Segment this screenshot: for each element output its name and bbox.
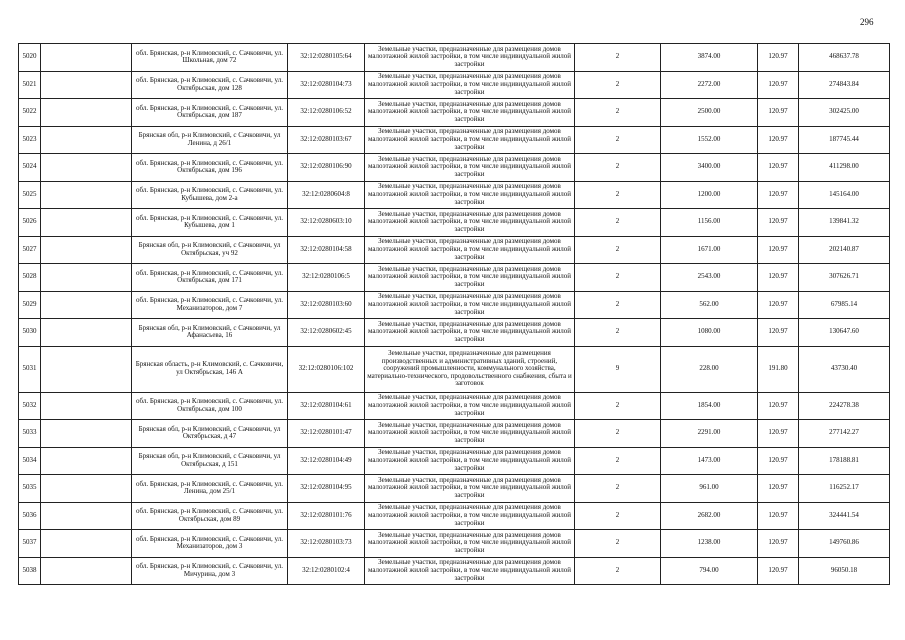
unit-value-cell: 120.97 <box>758 209 799 237</box>
blank-cell <box>41 420 132 448</box>
cadastral-value-cell: 178188.81 <box>799 447 890 475</box>
address-cell: обл. Брянская, р-н Климовский, с. Сачковичи, ул. Ленина, дом 25/1 <box>132 475 288 503</box>
blank-cell <box>41 291 132 319</box>
group-cell: 2 <box>575 502 661 530</box>
row-number-cell: 5029 <box>19 291 41 319</box>
group-cell: 2 <box>575 557 661 585</box>
unit-value-cell: 191.80 <box>758 346 799 392</box>
table-row <box>19 181 890 209</box>
cadastral-value-cell: 468637.78 <box>799 44 890 72</box>
area-cell: 1473.00 <box>661 447 758 475</box>
table-row <box>19 236 890 264</box>
cadastral-number-cell: 32:12:0280104:95 <box>288 475 365 503</box>
area-cell: 562.00 <box>661 291 758 319</box>
address-cell: Брянская область, р-н Климовский, с. Сачковичи, ул Октябрьская, 146 А <box>132 346 288 392</box>
unit-value-cell: 120.97 <box>758 126 799 154</box>
group-cell: 2 <box>575 420 661 448</box>
cadastral-number-cell: 32:12:0280106:102 <box>288 346 365 392</box>
unit-value-cell: 120.97 <box>758 99 799 127</box>
address-cell: обл. Брянская, р-н Климовский, с. Сачковичи, ул. Октябрьская, дом 187 <box>132 99 288 127</box>
cadastral-number-cell: 32:12:0280602:45 <box>288 319 365 347</box>
row-number-cell: 5022 <box>19 99 41 127</box>
land-use-cell: Земельные участки, предназначенные для размещения домов малоэтажной жилой застройки, в том числе индивидуальной жилой застройки <box>365 291 575 319</box>
cadastral-value-cell: 202140.87 <box>799 236 890 264</box>
land-use-cell: Земельные участки, предназначенные для размещения домов малоэтажной жилой застройки, в том числе индивидуальной жилой застройки <box>365 447 575 475</box>
land-use-cell: Земельные участки, предназначенные для размещения домов малоэтажной жилой застройки, в том числе индивидуальной жилой застройки <box>365 181 575 209</box>
land-use-cell: Земельные участки, предназначенные для размещения домов малоэтажной жилой застройки, в том числе индивидуальной жилой застройки <box>365 99 575 127</box>
cadastral-value-cell: 224278.38 <box>799 392 890 420</box>
cadastral-value-cell: 43730.40 <box>799 346 890 392</box>
blank-cell <box>41 346 132 392</box>
cadastral-value-cell: 277142.27 <box>799 420 890 448</box>
table-row <box>19 346 890 392</box>
table-row <box>19 126 890 154</box>
group-cell: 2 <box>575 71 661 99</box>
table-body <box>19 44 890 585</box>
land-use-cell: Земельные участки, предназначенные для размещения домов малоэтажной жилой застройки, в том числе индивидуальной жилой застройки <box>365 530 575 558</box>
area-cell: 1200.00 <box>661 181 758 209</box>
blank-cell <box>41 71 132 99</box>
area-cell: 2543.00 <box>661 264 758 292</box>
area-cell: 1552.00 <box>661 126 758 154</box>
row-number-cell: 5038 <box>19 557 41 585</box>
group-cell: 2 <box>575 530 661 558</box>
blank-cell <box>41 181 132 209</box>
cadastral-number-cell: 32:12:0280106:52 <box>288 99 365 127</box>
unit-value-cell: 120.97 <box>758 447 799 475</box>
address-cell: обл. Брянская, р-н Климовский, с. Сачковичи, ул. Октябрьская, дом 128 <box>132 71 288 99</box>
group-cell: 2 <box>575 209 661 237</box>
address-cell: обл. Брянская, р-н Климовский, с. Сачковичи, ул. Октябрьская, дом 89 <box>132 502 288 530</box>
table-row <box>19 530 890 558</box>
area-cell: 1080.00 <box>661 319 758 347</box>
address-cell: обл. Брянская, р-н Климовский, с. Сачковичи, ул. Октябрьская, дом 171 <box>132 264 288 292</box>
address-cell: обл. Брянская, р-н Климовский, с. Сачковичи, ул. Механизаторов, дом 3 <box>132 530 288 558</box>
unit-value-cell: 120.97 <box>758 530 799 558</box>
area-cell: 228.00 <box>661 346 758 392</box>
table-row <box>19 209 890 237</box>
land-use-cell: Земельные участки, предназначенные для размещения домов малоэтажной жилой застройки, в том числе индивидуальной жилой застройки <box>365 319 575 347</box>
address-cell: обл. Брянская, р-н Климовский, с. Сачковичи, ул. Кубышева, дом 1 <box>132 209 288 237</box>
blank-cell <box>41 557 132 585</box>
row-number-cell: 5031 <box>19 346 41 392</box>
table-row <box>19 447 890 475</box>
cadastral-value-cell: 324441.54 <box>799 502 890 530</box>
group-cell: 2 <box>575 264 661 292</box>
area-cell: 961.00 <box>661 475 758 503</box>
row-number-cell: 5026 <box>19 209 41 237</box>
row-number-cell: 5024 <box>19 154 41 182</box>
cadastral-value-cell: 411298.00 <box>799 154 890 182</box>
address-cell: обл. Брянская, р-н Климовский, с. Сачковичи, ул. Кубышева, дом 2-а <box>132 181 288 209</box>
cadastral-value-cell: 187745.44 <box>799 126 890 154</box>
area-cell: 2272.00 <box>661 71 758 99</box>
area-cell: 1238.00 <box>661 530 758 558</box>
area-cell: 2500.00 <box>661 99 758 127</box>
cadastral-number-cell: 32:12:0280106:5 <box>288 264 365 292</box>
row-number-cell: 5021 <box>19 71 41 99</box>
row-number-cell: 5033 <box>19 420 41 448</box>
blank-cell <box>41 530 132 558</box>
cadastral-value-cell: 274843.84 <box>799 71 890 99</box>
cadastral-value-cell: 67985.14 <box>799 291 890 319</box>
table-row <box>19 319 890 347</box>
area-cell: 1671.00 <box>661 236 758 264</box>
cadastral-number-cell: 32:12:0280104:61 <box>288 392 365 420</box>
address-cell: обл. Брянская, р-н Климовский, с. Сачковичи, ул. Мичурина, дом 3 <box>132 557 288 585</box>
area-cell: 3874.00 <box>661 44 758 72</box>
blank-cell <box>41 264 132 292</box>
address-cell: Брянская обл, р-н Климовский, с Сачковичи, ул Ленина, д 26/1 <box>132 126 288 154</box>
group-cell: 2 <box>575 291 661 319</box>
area-cell: 2682.00 <box>661 502 758 530</box>
cadastral-number-cell: 32:12:0280103:60 <box>288 291 365 319</box>
address-cell: Брянская обл, р-н Климовский, с Сачковичи, ул Афанасьева, 16 <box>132 319 288 347</box>
land-use-cell: Земельные участки, предназначенные для размещения домов малоэтажной жилой застройки, в том числе индивидуальной жилой застройки <box>365 392 575 420</box>
group-cell: 2 <box>575 236 661 264</box>
row-number-cell: 5030 <box>19 319 41 347</box>
group-cell: 2 <box>575 447 661 475</box>
cadastral-value-cell: 307626.71 <box>799 264 890 292</box>
area-cell: 2291.00 <box>661 420 758 448</box>
group-cell: 2 <box>575 99 661 127</box>
cadastral-value-cell: 149760.86 <box>799 530 890 558</box>
land-use-cell: Земельные участки, предназначенные для размещения домов малоэтажной жилой застройки, в том числе индивидуальной жилой застройки <box>365 236 575 264</box>
table-row <box>19 99 890 127</box>
address-cell: Брянская обл, р-н Климовский, с Сачковичи, ул Октябрьская, д 151 <box>132 447 288 475</box>
table-row <box>19 44 890 72</box>
unit-value-cell: 120.97 <box>758 291 799 319</box>
blank-cell <box>41 99 132 127</box>
cadastral-number-cell: 32:12:0280102:4 <box>288 557 365 585</box>
area-cell: 3400.00 <box>661 154 758 182</box>
land-use-cell: Земельные участки, предназначенные для размещения домов малоэтажной жилой застройки, в том числе индивидуальной жилой застройки <box>365 557 575 585</box>
cadastral-value-cell: 302425.00 <box>799 99 890 127</box>
blank-cell <box>41 236 132 264</box>
row-number-cell: 5035 <box>19 475 41 503</box>
area-cell: 1854.00 <box>661 392 758 420</box>
cadastral-number-cell: 32:12:0280603:10 <box>288 209 365 237</box>
cadastral-number-cell: 32:12:0280604:8 <box>288 181 365 209</box>
address-cell: обл. Брянская, р-н Климовский, с. Сачковичи, ул. Октябрьская, дом 100 <box>132 392 288 420</box>
row-number-cell: 5034 <box>19 447 41 475</box>
area-cell: 794.00 <box>661 557 758 585</box>
cadastral-value-cell: 145164.00 <box>799 181 890 209</box>
cadastral-value-cell: 116252.17 <box>799 475 890 503</box>
unit-value-cell: 120.97 <box>758 236 799 264</box>
blank-cell <box>41 502 132 530</box>
unit-value-cell: 120.97 <box>758 392 799 420</box>
cadastral-value-cell: 96050.18 <box>799 557 890 585</box>
blank-cell <box>41 447 132 475</box>
group-cell: 2 <box>575 44 661 72</box>
group-cell: 9 <box>575 346 661 392</box>
land-use-cell: Земельные участки, предназначенные для размещения домов малоэтажной жилой застройки, в том числе индивидуальной жилой застройки <box>365 420 575 448</box>
address-cell: обл. Брянская, р-н Климовский, с. Сачковичи, ул. Школьная, дом 72 <box>132 44 288 72</box>
cadastral-number-cell: 32:12:0280104:73 <box>288 71 365 99</box>
land-use-cell: Земельные участки, предназначенные для размещения домов малоэтажной жилой застройки, в том числе индивидуальной жилой застройки <box>365 209 575 237</box>
unit-value-cell: 120.97 <box>758 264 799 292</box>
table-row <box>19 392 890 420</box>
land-use-cell: Земельные участки, предназначенные для размещения домов малоэтажной жилой застройки, в том числе индивидуальной жилой застройки <box>365 475 575 503</box>
table-row <box>19 420 890 448</box>
blank-cell <box>41 126 132 154</box>
group-cell: 2 <box>575 154 661 182</box>
cadastral-number-cell: 32:12:0280104:49 <box>288 447 365 475</box>
unit-value-cell: 120.97 <box>758 71 799 99</box>
table-row <box>19 154 890 182</box>
blank-cell <box>41 475 132 503</box>
table-row <box>19 557 890 585</box>
address-cell: Брянская обл, р-н Климовский, с Сачковичи, ул Октябрьская, д 47 <box>132 420 288 448</box>
land-use-cell: Земельные участки, предназначенные для размещения домов малоэтажной жилой застройки, в том числе индивидуальной жилой застройки <box>365 502 575 530</box>
cadastral-number-cell: 32:12:0280106:90 <box>288 154 365 182</box>
area-cell: 1156.00 <box>661 209 758 237</box>
land-use-cell: Земельные участки, предназначенные для размещения производственных и административных зданий, строений, сооружений промышленности, коммунального хозяйства, материально-технического, продовольственного снабжения, сбыта и заготовок <box>365 346 575 392</box>
page-number: 296 <box>860 17 874 27</box>
unit-value-cell: 120.97 <box>758 475 799 503</box>
cadastral-value-table <box>18 43 890 585</box>
unit-value-cell: 120.97 <box>758 557 799 585</box>
row-number-cell: 5020 <box>19 44 41 72</box>
cadastral-number-cell: 32:12:0280105:64 <box>288 44 365 72</box>
group-cell: 2 <box>575 475 661 503</box>
blank-cell <box>41 209 132 237</box>
unit-value-cell: 120.97 <box>758 154 799 182</box>
address-cell: Брянская обл, р-н Климовский, с Сачковичи, ул Октябрьская, уч 92 <box>132 236 288 264</box>
blank-cell <box>41 319 132 347</box>
table-row <box>19 264 890 292</box>
unit-value-cell: 120.97 <box>758 420 799 448</box>
row-number-cell: 5027 <box>19 236 41 264</box>
cadastral-value-cell: 130647.60 <box>799 319 890 347</box>
unit-value-cell: 120.97 <box>758 44 799 72</box>
table-row <box>19 71 890 99</box>
cadastral-number-cell: 32:12:0280104:58 <box>288 236 365 264</box>
blank-cell <box>41 154 132 182</box>
table-row <box>19 502 890 530</box>
group-cell: 2 <box>575 181 661 209</box>
cadastral-number-cell: 32:12:0280103:67 <box>288 126 365 154</box>
unit-value-cell: 120.97 <box>758 181 799 209</box>
address-cell: обл. Брянская, р-н Климовский, с. Сачковичи, ул. Механизаторов, дом 7 <box>132 291 288 319</box>
row-number-cell: 5037 <box>19 530 41 558</box>
address-cell: обл. Брянская, р-н Климовский, с. Сачковичи, ул. Октябрьская, дом 196 <box>132 154 288 182</box>
row-number-cell: 5032 <box>19 392 41 420</box>
blank-cell <box>41 44 132 72</box>
row-number-cell: 5023 <box>19 126 41 154</box>
cadastral-value-cell: 139841.32 <box>799 209 890 237</box>
table-row <box>19 475 890 503</box>
group-cell: 2 <box>575 126 661 154</box>
cadastral-number-cell: 32:12:0280101:76 <box>288 502 365 530</box>
table-row <box>19 291 890 319</box>
land-use-cell: Земельные участки, предназначенные для размещения домов малоэтажной жилой застройки, в том числе индивидуальной жилой застройки <box>365 44 575 72</box>
group-cell: 2 <box>575 319 661 347</box>
group-cell: 2 <box>575 392 661 420</box>
cadastral-number-cell: 32:12:0280103:73 <box>288 530 365 558</box>
unit-value-cell: 120.97 <box>758 502 799 530</box>
cadastral-number-cell: 32:12:0280101:47 <box>288 420 365 448</box>
row-number-cell: 5025 <box>19 181 41 209</box>
land-use-cell: Земельные участки, предназначенные для размещения домов малоэтажной жилой застройки, в том числе индивидуальной жилой застройки <box>365 71 575 99</box>
land-use-cell: Земельные участки, предназначенные для размещения домов малоэтажной жилой застройки, в том числе индивидуальной жилой застройки <box>365 264 575 292</box>
row-number-cell: 5036 <box>19 502 41 530</box>
land-use-cell: Земельные участки, предназначенные для размещения домов малоэтажной жилой застройки, в том числе индивидуальной жилой застройки <box>365 154 575 182</box>
blank-cell <box>41 392 132 420</box>
land-use-cell: Земельные участки, предназначенные для размещения домов малоэтажной жилой застройки, в том числе индивидуальной жилой застройки <box>365 126 575 154</box>
unit-value-cell: 120.97 <box>758 319 799 347</box>
row-number-cell: 5028 <box>19 264 41 292</box>
